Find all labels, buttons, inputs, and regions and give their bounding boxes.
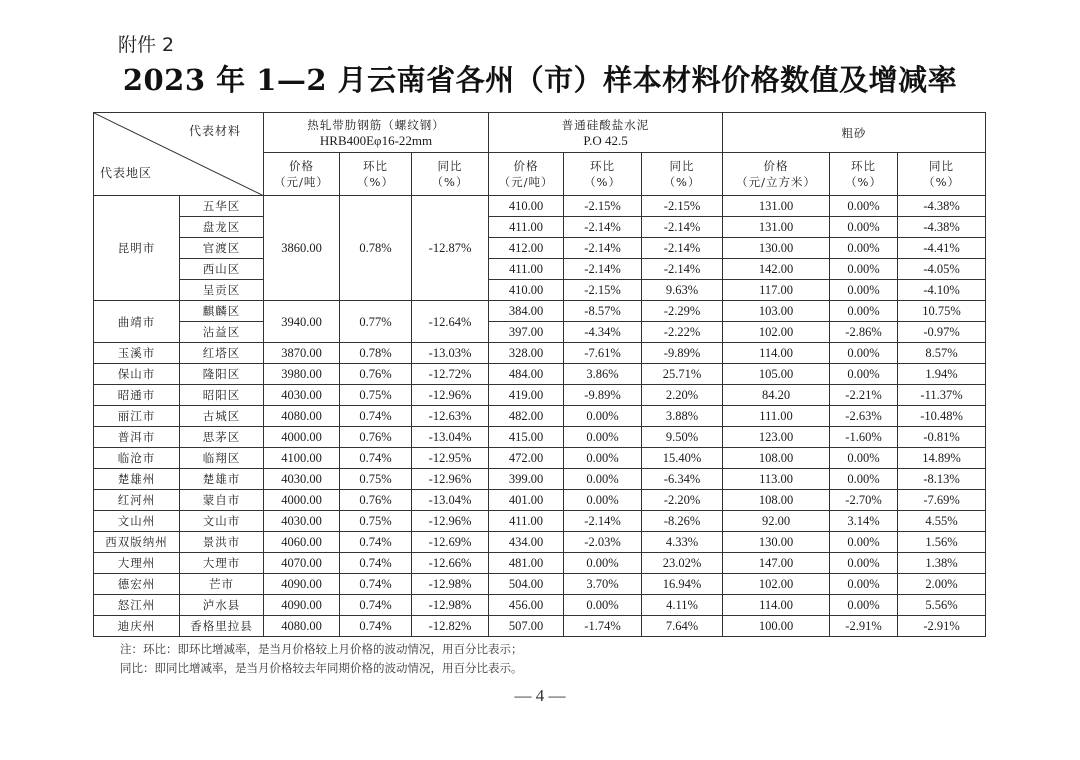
table-row bbox=[94, 532, 986, 553]
cement-price-cell: 411.00 bbox=[489, 217, 564, 238]
district-cell: 西山区 bbox=[180, 259, 264, 280]
cement-price-cell: 419.00 bbox=[489, 385, 564, 406]
table-row bbox=[94, 448, 986, 469]
district-cell: 官渡区 bbox=[180, 238, 264, 259]
sand-mom-cell: -2.70% bbox=[830, 490, 898, 511]
sand-yoy-cell: -4.38% bbox=[898, 196, 986, 217]
cement-yoy-cell: -2.20% bbox=[642, 490, 723, 511]
cement-price-cell: 399.00 bbox=[489, 469, 564, 490]
sand-yoy-cell: -4.05% bbox=[898, 259, 986, 280]
table-row bbox=[94, 259, 986, 280]
steel-mom-cell: 0.74% bbox=[340, 595, 412, 616]
material-header-cement: 普通硅酸盐水泥 P.O 42.5 bbox=[489, 113, 723, 153]
steel-yoy-cell: -12.98% bbox=[412, 574, 489, 595]
table-row bbox=[94, 469, 986, 490]
cement-mom-cell: -2.14% bbox=[564, 511, 642, 532]
steel-mom-cell: 0.74% bbox=[340, 553, 412, 574]
sand-yoy-cell: 14.89% bbox=[898, 448, 986, 469]
sand-price-cell: 130.00 bbox=[723, 238, 830, 259]
sand-price-cell: 108.00 bbox=[723, 490, 830, 511]
cement-price-cell: 434.00 bbox=[489, 532, 564, 553]
sand-yoy-cell: 1.38% bbox=[898, 553, 986, 574]
table-row bbox=[94, 343, 986, 364]
sand-yoy-cell: -10.48% bbox=[898, 406, 986, 427]
steel-price-cell: 4060.00 bbox=[264, 532, 340, 553]
steel-yoy-cell: -12.63% bbox=[412, 406, 489, 427]
cement-mom-cell: -2.14% bbox=[564, 217, 642, 238]
sand-yoy-cell: -4.10% bbox=[898, 280, 986, 301]
column-header: 价格 （元/立方米） bbox=[723, 153, 830, 196]
steel-yoy-cell: -12.66% bbox=[412, 553, 489, 574]
sand-yoy-cell: -7.69% bbox=[898, 490, 986, 511]
steel-price-cell: 4030.00 bbox=[264, 511, 340, 532]
steel-price-cell: 4080.00 bbox=[264, 616, 340, 637]
region-cell: 普洱市 bbox=[94, 427, 180, 448]
sand-price-cell: 117.00 bbox=[723, 280, 830, 301]
cement-mom-cell: -4.34% bbox=[564, 322, 642, 343]
district-cell: 芒市 bbox=[180, 574, 264, 595]
cement-price-cell: 384.00 bbox=[489, 301, 564, 322]
column-header: 同比 （%） bbox=[642, 153, 723, 196]
cement-yoy-cell: 4.33% bbox=[642, 532, 723, 553]
cement-price-cell: 456.00 bbox=[489, 595, 564, 616]
steel-mom-cell: 0.78% bbox=[340, 196, 412, 301]
cement-mom-cell: 0.00% bbox=[564, 553, 642, 574]
region-cell: 昆明市 bbox=[94, 196, 180, 301]
sand-mom-cell: -2.21% bbox=[830, 385, 898, 406]
sand-price-cell: 100.00 bbox=[723, 616, 830, 637]
steel-mom-cell: 0.74% bbox=[340, 616, 412, 637]
region-cell: 保山市 bbox=[94, 364, 180, 385]
steel-price-cell: 4100.00 bbox=[264, 448, 340, 469]
sand-yoy-cell: 8.57% bbox=[898, 343, 986, 364]
cement-yoy-cell: 4.11% bbox=[642, 595, 723, 616]
sand-price-cell: 142.00 bbox=[723, 259, 830, 280]
cement-mom-cell: -1.74% bbox=[564, 616, 642, 637]
cement-yoy-cell: 25.71% bbox=[642, 364, 723, 385]
cement-yoy-cell: 7.64% bbox=[642, 616, 723, 637]
table-row bbox=[94, 301, 986, 322]
sand-yoy-cell: -8.13% bbox=[898, 469, 986, 490]
cement-mom-cell: -7.61% bbox=[564, 343, 642, 364]
table-row bbox=[94, 595, 986, 616]
sand-price-cell: 114.00 bbox=[723, 343, 830, 364]
steel-price-cell: 4030.00 bbox=[264, 469, 340, 490]
steel-price-cell: 4070.00 bbox=[264, 553, 340, 574]
sand-mom-cell: 0.00% bbox=[830, 280, 898, 301]
steel-price-cell: 4090.00 bbox=[264, 574, 340, 595]
note-yoy: 同比：即同比增减率，是当月价格较去年同期价格的波动情况，用百分比表示。 bbox=[120, 661, 523, 675]
steel-price-cell: 4000.00 bbox=[264, 427, 340, 448]
steel-price-cell: 4030.00 bbox=[264, 385, 340, 406]
table-row bbox=[94, 406, 986, 427]
cement-yoy-cell: 23.02% bbox=[642, 553, 723, 574]
table-row bbox=[94, 196, 986, 217]
sand-price-cell: 105.00 bbox=[723, 364, 830, 385]
steel-mom-cell: 0.75% bbox=[340, 385, 412, 406]
column-header: 环比 （%） bbox=[830, 153, 898, 196]
sand-price-cell: 103.00 bbox=[723, 301, 830, 322]
sand-mom-cell: 0.00% bbox=[830, 469, 898, 490]
cement-yoy-cell: 9.50% bbox=[642, 427, 723, 448]
cement-price-cell: 410.00 bbox=[489, 196, 564, 217]
cement-yoy-cell: -2.14% bbox=[642, 217, 723, 238]
district-cell: 呈贡区 bbox=[180, 280, 264, 301]
district-cell: 盘龙区 bbox=[180, 217, 264, 238]
region-cell: 曲靖市 bbox=[94, 301, 180, 343]
district-cell: 大理市 bbox=[180, 553, 264, 574]
district-cell: 临翔区 bbox=[180, 448, 264, 469]
sand-price-cell: 102.00 bbox=[723, 574, 830, 595]
steel-mom-cell: 0.77% bbox=[340, 301, 412, 343]
sand-mom-cell: 0.00% bbox=[830, 259, 898, 280]
sand-price-cell: 92.00 bbox=[723, 511, 830, 532]
sand-mom-cell: 0.00% bbox=[830, 217, 898, 238]
table-row bbox=[94, 364, 986, 385]
sand-price-cell: 84.20 bbox=[723, 385, 830, 406]
column-header: 同比 （%） bbox=[898, 153, 986, 196]
steel-price-cell: 3940.00 bbox=[264, 301, 340, 343]
steel-mom-cell: 0.74% bbox=[340, 532, 412, 553]
sand-mom-cell: -1.60% bbox=[830, 427, 898, 448]
sand-mom-cell: 0.00% bbox=[830, 448, 898, 469]
sand-yoy-cell: 2.00% bbox=[898, 574, 986, 595]
sand-price-cell: 108.00 bbox=[723, 448, 830, 469]
table-row bbox=[94, 238, 986, 259]
cement-mom-cell: 0.00% bbox=[564, 469, 642, 490]
cement-price-cell: 504.00 bbox=[489, 574, 564, 595]
sand-mom-cell: 0.00% bbox=[830, 196, 898, 217]
steel-yoy-cell: -12.96% bbox=[412, 385, 489, 406]
sand-mom-cell: 0.00% bbox=[830, 238, 898, 259]
steel-mom-cell: 0.78% bbox=[340, 343, 412, 364]
cement-mom-cell: 0.00% bbox=[564, 427, 642, 448]
column-header: 环比 （%） bbox=[564, 153, 642, 196]
steel-mom-cell: 0.76% bbox=[340, 364, 412, 385]
cement-price-cell: 410.00 bbox=[489, 280, 564, 301]
cement-mom-cell: -2.03% bbox=[564, 532, 642, 553]
steel-mom-cell: 0.74% bbox=[340, 574, 412, 595]
price-table bbox=[93, 112, 986, 637]
attachment-label: 附件 2 bbox=[118, 34, 175, 56]
cement-price-cell: 397.00 bbox=[489, 322, 564, 343]
cement-price-cell: 411.00 bbox=[489, 259, 564, 280]
cement-price-cell: 328.00 bbox=[489, 343, 564, 364]
table-row bbox=[94, 553, 986, 574]
district-cell: 泸水县 bbox=[180, 595, 264, 616]
sand-yoy-cell: 1.56% bbox=[898, 532, 986, 553]
table-row bbox=[94, 490, 986, 511]
corner-header bbox=[94, 113, 264, 196]
cement-yoy-cell: -6.34% bbox=[642, 469, 723, 490]
cement-yoy-cell: -2.22% bbox=[642, 322, 723, 343]
district-cell: 沾益区 bbox=[180, 322, 264, 343]
sand-price-cell: 111.00 bbox=[723, 406, 830, 427]
column-header: 环比 （%） bbox=[340, 153, 412, 196]
material-header-steel: 热轧带肋钢筋（螺纹钢） HRB400Eφ16-22mm bbox=[264, 113, 489, 153]
steel-mom-cell: 0.75% bbox=[340, 511, 412, 532]
table-row bbox=[94, 217, 986, 238]
sand-mom-cell: 0.00% bbox=[830, 532, 898, 553]
sand-yoy-cell: -0.97% bbox=[898, 322, 986, 343]
cement-price-cell: 401.00 bbox=[489, 490, 564, 511]
region-cell: 大理州 bbox=[94, 553, 180, 574]
district-cell: 香格里拉县 bbox=[180, 616, 264, 637]
district-cell: 楚雄市 bbox=[180, 469, 264, 490]
steel-price-cell: 3860.00 bbox=[264, 196, 340, 301]
district-cell: 思茅区 bbox=[180, 427, 264, 448]
sand-mom-cell: -2.91% bbox=[830, 616, 898, 637]
region-cell: 迪庆州 bbox=[94, 616, 180, 637]
sand-mom-cell: 0.00% bbox=[830, 553, 898, 574]
column-header: 同比 （%） bbox=[412, 153, 489, 196]
steel-yoy-cell: -12.72% bbox=[412, 364, 489, 385]
table-row bbox=[94, 511, 986, 532]
cement-yoy-cell: -2.14% bbox=[642, 238, 723, 259]
region-cell: 西双版纳州 bbox=[94, 532, 180, 553]
column-header: 价格 （元/吨） bbox=[264, 153, 340, 196]
sand-price-cell: 123.00 bbox=[723, 427, 830, 448]
sand-mom-cell: 0.00% bbox=[830, 343, 898, 364]
cement-mom-cell: 0.00% bbox=[564, 595, 642, 616]
steel-yoy-cell: -12.64% bbox=[412, 301, 489, 343]
steel-mom-cell: 0.76% bbox=[340, 427, 412, 448]
steel-yoy-cell: -13.04% bbox=[412, 490, 489, 511]
region-cell: 丽江市 bbox=[94, 406, 180, 427]
district-cell: 麒麟区 bbox=[180, 301, 264, 322]
sand-yoy-cell: -4.38% bbox=[898, 217, 986, 238]
cement-yoy-cell: -8.26% bbox=[642, 511, 723, 532]
sand-yoy-cell: -4.41% bbox=[898, 238, 986, 259]
steel-yoy-cell: -13.04% bbox=[412, 427, 489, 448]
sand-mom-cell: -2.63% bbox=[830, 406, 898, 427]
region-cell: 怒江州 bbox=[94, 595, 180, 616]
district-cell: 文山市 bbox=[180, 511, 264, 532]
sand-yoy-cell: -0.81% bbox=[898, 427, 986, 448]
steel-mom-cell: 0.74% bbox=[340, 448, 412, 469]
cement-mom-cell: 0.00% bbox=[564, 448, 642, 469]
steel-price-cell: 3980.00 bbox=[264, 364, 340, 385]
sand-mom-cell: 3.14% bbox=[830, 511, 898, 532]
cement-mom-cell: -2.14% bbox=[564, 259, 642, 280]
steel-yoy-cell: -12.95% bbox=[412, 448, 489, 469]
cement-yoy-cell: -2.14% bbox=[642, 259, 723, 280]
district-cell: 景洪市 bbox=[180, 532, 264, 553]
page-title: 2023 年 1—2 月云南省各州（市）样本材料价格数值及增减率 bbox=[122, 63, 958, 97]
cement-mom-cell: -2.15% bbox=[564, 280, 642, 301]
sand-price-cell: 130.00 bbox=[723, 532, 830, 553]
table-row bbox=[94, 616, 986, 637]
district-cell: 蒙自市 bbox=[180, 490, 264, 511]
steel-mom-cell: 0.75% bbox=[340, 469, 412, 490]
region-cell: 玉溪市 bbox=[94, 343, 180, 364]
cement-mom-cell: 3.86% bbox=[564, 364, 642, 385]
cement-price-cell: 484.00 bbox=[489, 364, 564, 385]
corner-region-label: 代表地区 bbox=[100, 166, 153, 180]
steel-yoy-cell: -12.82% bbox=[412, 616, 489, 637]
cement-mom-cell: -2.15% bbox=[564, 196, 642, 217]
cement-mom-cell: 3.70% bbox=[564, 574, 642, 595]
cement-price-cell: 415.00 bbox=[489, 427, 564, 448]
cement-price-cell: 411.00 bbox=[489, 511, 564, 532]
column-header: 价格 （元/吨） bbox=[489, 153, 564, 196]
cement-yoy-cell: 3.88% bbox=[642, 406, 723, 427]
cement-mom-cell: -8.57% bbox=[564, 301, 642, 322]
steel-yoy-cell: -12.87% bbox=[412, 196, 489, 301]
table-row bbox=[94, 322, 986, 343]
cement-price-cell: 412.00 bbox=[489, 238, 564, 259]
district-cell: 五华区 bbox=[180, 196, 264, 217]
cement-yoy-cell: -2.29% bbox=[642, 301, 723, 322]
steel-yoy-cell: -12.96% bbox=[412, 511, 489, 532]
district-cell: 昭阳区 bbox=[180, 385, 264, 406]
steel-yoy-cell: -12.96% bbox=[412, 469, 489, 490]
note-mom: 注：环比：即环比增减率，是当月价格较上月价格的波动情况，用百分比表示； bbox=[120, 642, 523, 656]
region-cell: 楚雄州 bbox=[94, 469, 180, 490]
material-header-sand: 粗砂 bbox=[723, 113, 986, 153]
sand-mom-cell: 0.00% bbox=[830, 301, 898, 322]
sand-yoy-cell: 4.55% bbox=[898, 511, 986, 532]
district-cell: 隆阳区 bbox=[180, 364, 264, 385]
sand-mom-cell: 0.00% bbox=[830, 364, 898, 385]
cement-yoy-cell: -2.15% bbox=[642, 196, 723, 217]
region-cell: 昭通市 bbox=[94, 385, 180, 406]
region-cell: 临沧市 bbox=[94, 448, 180, 469]
sand-price-cell: 131.00 bbox=[723, 196, 830, 217]
cement-mom-cell: -9.89% bbox=[564, 385, 642, 406]
steel-yoy-cell: -12.69% bbox=[412, 532, 489, 553]
district-cell: 红塔区 bbox=[180, 343, 264, 364]
cement-yoy-cell: 2.20% bbox=[642, 385, 723, 406]
sand-price-cell: 102.00 bbox=[723, 322, 830, 343]
cement-price-cell: 507.00 bbox=[489, 616, 564, 637]
steel-price-cell: 4080.00 bbox=[264, 406, 340, 427]
cement-price-cell: 472.00 bbox=[489, 448, 564, 469]
sand-yoy-cell: 10.75% bbox=[898, 301, 986, 322]
sand-price-cell: 147.00 bbox=[723, 553, 830, 574]
sand-yoy-cell: -11.37% bbox=[898, 385, 986, 406]
steel-yoy-cell: -13.03% bbox=[412, 343, 489, 364]
steel-mom-cell: 0.74% bbox=[340, 406, 412, 427]
sand-mom-cell: 0.00% bbox=[830, 595, 898, 616]
steel-mom-cell: 0.76% bbox=[340, 490, 412, 511]
table-row bbox=[94, 427, 986, 448]
district-cell: 古城区 bbox=[180, 406, 264, 427]
sand-price-cell: 114.00 bbox=[723, 595, 830, 616]
cement-price-cell: 482.00 bbox=[489, 406, 564, 427]
table-row bbox=[94, 385, 986, 406]
cement-yoy-cell: 15.40% bbox=[642, 448, 723, 469]
cement-price-cell: 481.00 bbox=[489, 553, 564, 574]
footnotes bbox=[120, 640, 523, 678]
sand-yoy-cell: 5.56% bbox=[898, 595, 986, 616]
table-row bbox=[94, 574, 986, 595]
sand-mom-cell: 0.00% bbox=[830, 574, 898, 595]
steel-price-cell: 4090.00 bbox=[264, 595, 340, 616]
cement-yoy-cell: 9.63% bbox=[642, 280, 723, 301]
cement-yoy-cell: 16.94% bbox=[642, 574, 723, 595]
steel-price-cell: 3870.00 bbox=[264, 343, 340, 364]
sand-mom-cell: -2.86% bbox=[830, 322, 898, 343]
region-cell: 德宏州 bbox=[94, 574, 180, 595]
cement-yoy-cell: -9.89% bbox=[642, 343, 723, 364]
cement-mom-cell: 0.00% bbox=[564, 490, 642, 511]
region-cell: 红河州 bbox=[94, 490, 180, 511]
steel-yoy-cell: -12.98% bbox=[412, 595, 489, 616]
sand-yoy-cell: 1.94% bbox=[898, 364, 986, 385]
table-row bbox=[94, 280, 986, 301]
corner-material-label: 代表材料 bbox=[188, 124, 241, 138]
cement-mom-cell: 0.00% bbox=[564, 406, 642, 427]
sand-price-cell: 131.00 bbox=[723, 217, 830, 238]
steel-price-cell: 4000.00 bbox=[264, 490, 340, 511]
sand-yoy-cell: -2.91% bbox=[898, 616, 986, 637]
sand-price-cell: 113.00 bbox=[723, 469, 830, 490]
page-number: — 4 — bbox=[514, 686, 566, 705]
region-cell: 文山州 bbox=[94, 511, 180, 532]
cement-mom-cell: -2.14% bbox=[564, 238, 642, 259]
